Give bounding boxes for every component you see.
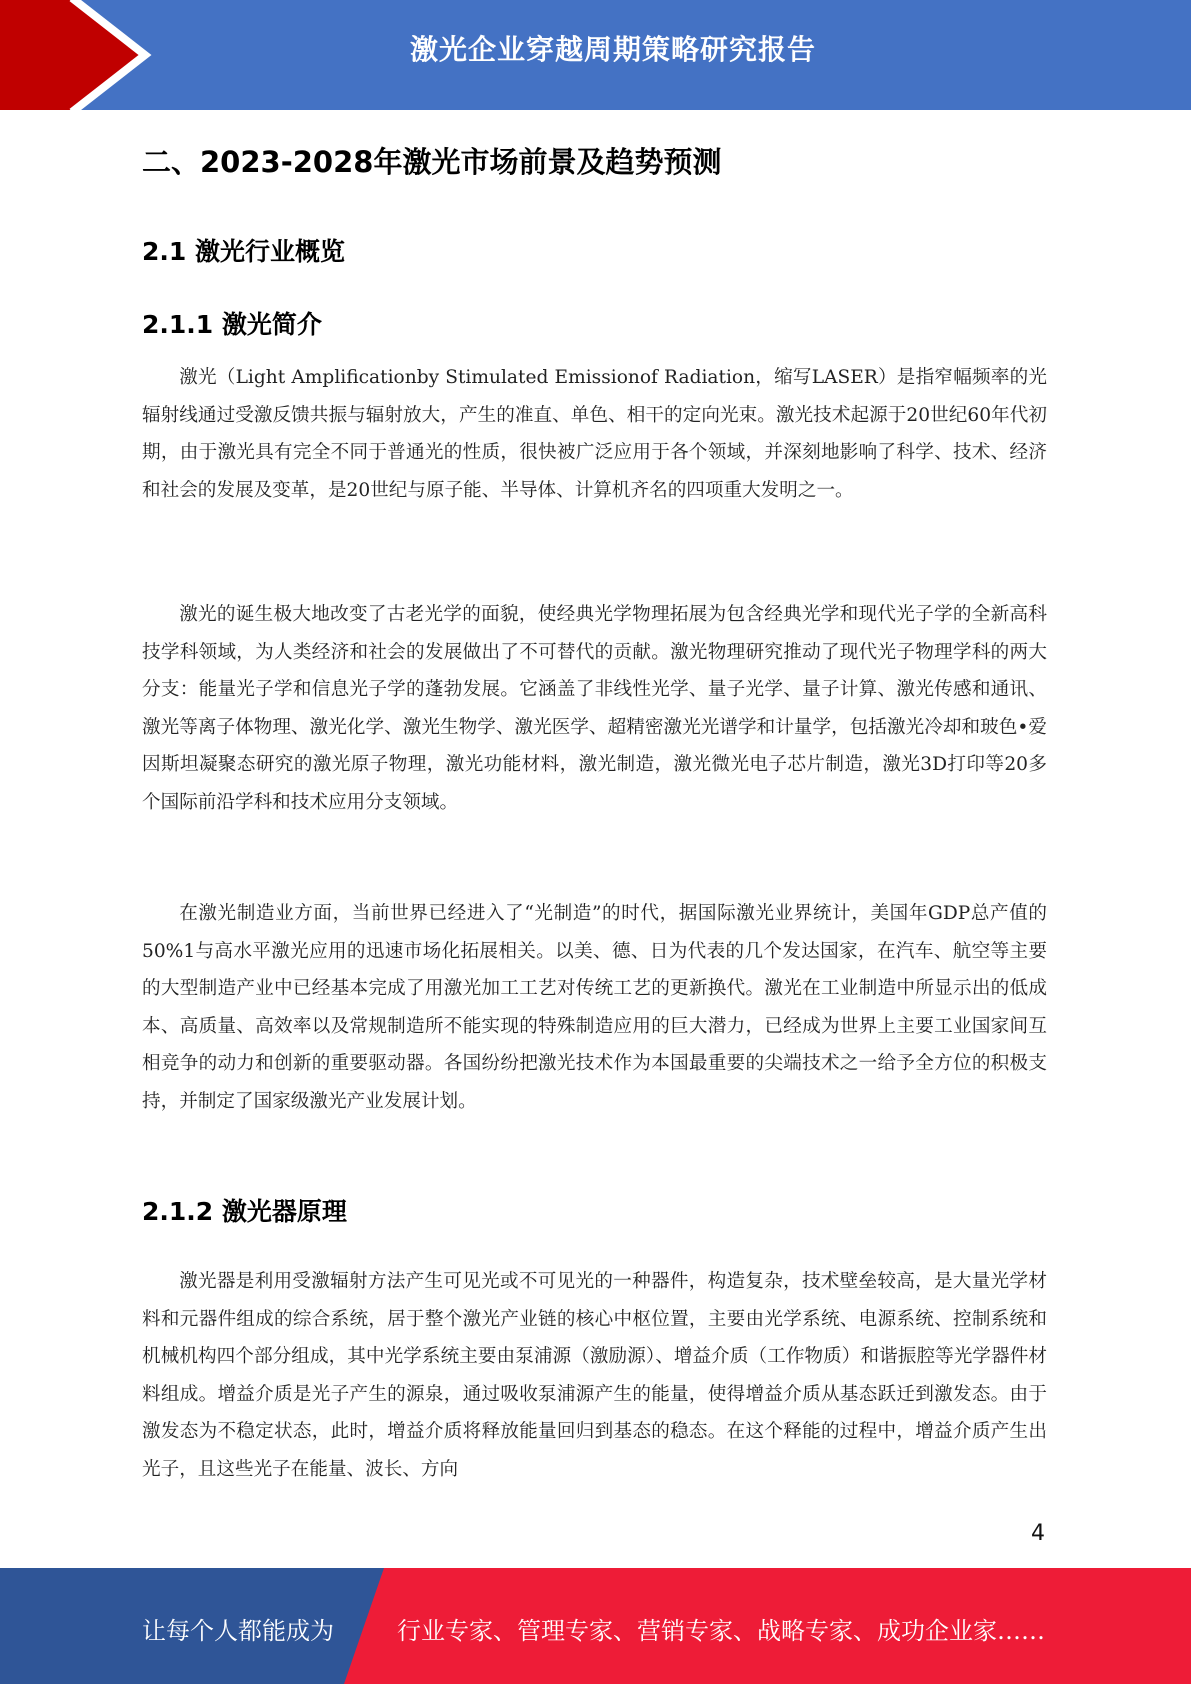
paragraph: 在激光制造业方面，当前世界已经进入了“光制造”的时代，据国际激光业界统计，美国年GDP总产值的50%1与高水平激光应用的迅速市场化拓展相关。以美、德、日为代表的几个发达国家，在汽车、航空等主要的大型制造产业中已经基本完成了用激光加工工艺对传统工艺的更新换代。激光在工业制造中所显示出的低成本、高质量、高效率以及常规制造所不能实现的特殊制造应用的巨大潜力，已经成为世界上主要工业国家间互相竞争的动力和创新的重要驱动器。各国纷纷把激光技术作为本国最重要的尖端技术之一给予全方位的积极支持，并制定了国家级激光产业发展计划。 (142, 903, 1047, 1112)
chapter-title: 二、2023-2028年激光市场前景及趋势预测 (142, 145, 722, 179)
footer-band (0, 1568, 1191, 1684)
report-title: 激光企业穿越周期策略研究报告 (409, 33, 816, 66)
paragraph: 激光器是利用受激辐射方法产生可见光或不可见光的一种器件，构造复杂，技术壁垒较高，是大量光学材料和元器件组成的综合系统，居于整个激光产业链的核心中枢位置，主要由光学系统、电源系统、控制系统和机械机构四个部分组成，其中光学系统主要由泵浦源（激励源）、增益介质（工作物质）和谐振腔等光学器件材料组成。增益介质是光子产生的源泉，通过吸收泵浦源产生的能量，使得增益介质从基态跃迁到激发态。由于激发态为不稳定状态，此时，增益介质将释放能量回归到基态的稳态。在这个释能的过程中，增益介质产生出光子，且这些光子在能量、波长、方向 (142, 1271, 1047, 1480)
paragraph: 激光的诞生极大地改变了古老光学的面貌，使经典光学物理拓展为包含经典光学和现代光子学的全新高科技学科领域，为人类经济和社会的发展做出了不可替代的贡献。激光物理研究推动了现代光子物理学科的两大分支：能量光子学和信息光子学的蓬勃发展。它涵盖了非线性光学、量子光学、量子计算、激光传感和通讯、激光等离子体物理、激光化学、激光生物学、激光医学、超精密激光光谱学和计量学，包括激光冷却和玻色•爱因斯坦凝聚态研究的激光原子物理，激光功能材料，激光制造，激光微光电子芯片制造，激光3D打印等20多个国际前沿学科和技术应用分支领域。 (142, 604, 1047, 813)
subsection-title-principle: 2.1.2 激光器原理 (142, 1197, 347, 1226)
footer-slogan-left: 让每个人都能成为 (142, 1617, 334, 1645)
section-title: 2.1 激光行业概览 (142, 237, 345, 266)
report-header-band (0, 0, 1191, 110)
paragraph: 激光（Light Amplificationby Stimulated Emissionof Radiation，缩写LASER）是指窄幅频率的光辐射线通过受激反馈共振与辐射放大，产生的准直、单色、相干的定向光束。激光技术起源于20世纪60年代初期，由于激光具有完全不同于普通光的性质，很快被广泛应用于各个领域，并深刻地影响了科学、技术、经济和社会的发展及变革，是20世纪与原子能、半导体、计算机齐名的四项重大发明之一。 (142, 367, 1047, 501)
footer-slogan-right: 行业专家、管理专家、营销专家、战略专家、成功企业家…… (397, 1617, 1045, 1645)
subsection-title-intro: 2.1.1 激光简介 (142, 310, 322, 339)
page-number: 4 (1031, 1521, 1045, 1546)
